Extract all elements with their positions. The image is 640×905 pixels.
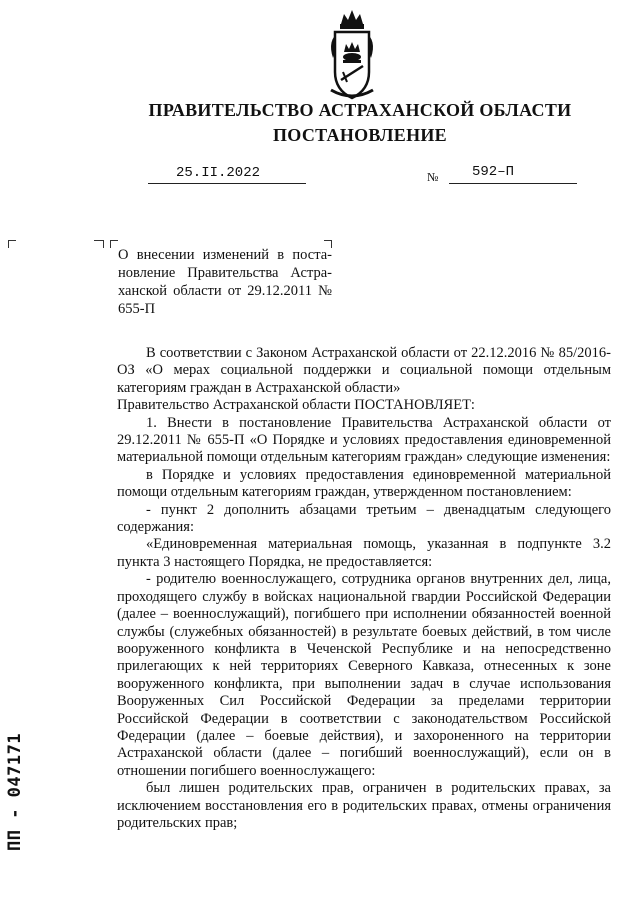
body-paragraph: - родителю военнослужащего, сотрудника органов внутренних дел, лица, проходящего службу в войсках национальной гвардии Российской Федерации (далее – военнослужащий), погибшего при исполнении обязанностей военной службы (служебных обязанностей) в результате боевых действий, в том числе вооруженного конфликта в Чеченской Республике и на непосредственно прилегающих к ней территориях Северного Кавказа, отнесенных к зоне вооруженного конфликта, при выполнении задач в случае использования Вооруженных Сил Российской Федерации за пределами территории Российской Федерации в соответствии с законодательством Российской Федерации (далее – боевые действия), и захороненного на территории Астраханской области (далее – погибший военнослужащий), если он в отношении погибшего военнослужащего: <box>117 571 611 779</box>
coat-of-arms-icon <box>323 10 381 100</box>
registration-stamp: ПП - 047171 <box>5 732 25 851</box>
subject-text: О внесении изменений в поста-новление Правительства Астра-ханской области от 29.12.2011 № 655-П <box>118 247 332 317</box>
body-paragraph: - пункт 2 дополнить абзацами третьим – двенадцатым следующего содержания: <box>117 501 611 536</box>
document-number: 592–П <box>472 164 515 180</box>
document-subject <box>118 246 332 318</box>
body-paragraph: «Единовременная материальная помощь, указанная в подпункте 3.2 пункта 3 настоящего Порядка, не предоставляется: <box>117 536 611 570</box>
document-type: ПОСТАНОВЛЕНИЕ <box>273 125 447 145</box>
corner-mark <box>8 240 16 248</box>
number-sign: № <box>427 170 439 184</box>
corner-mark <box>94 240 104 248</box>
body-paragraph: В соответствии с Законом Астраханской области от 22.12.2016 № 85/2016-ОЗ «О мерах социальной поддержки и социальной помощи отдельным категориям граждан в Астраханской области» <box>117 345 611 396</box>
document-date: 25.II.2022 <box>176 165 261 181</box>
number-underline <box>449 183 577 184</box>
corner-mark <box>110 240 118 248</box>
body-paragraph: 1. Внести в постановление Правительства Астраханской области от 29.12.2011 № 655-П «О Порядке и условиях предоставления единовременной материальной помощи отдельным категориям граждан» следующие изменения: <box>117 414 611 466</box>
government-title: ПРАВИТЕЛЬСТВО АСТРАХАНСКОЙ ОБЛАСТИ <box>148 100 572 120</box>
body-paragraph: в Порядке и условиях предоставления единовременной материальной помощи отдельным категориям граждан, утвержденном постановлением: <box>117 466 611 501</box>
date-underline <box>148 183 306 184</box>
document-body <box>117 345 611 832</box>
body-paragraph: был лишен родительских прав, ограничен в родительских правах, за исключением восстановления его в родительских правах, отмены ограничения родительских прав; <box>117 780 611 831</box>
body-paragraph: Правительство Астраханской области ПОСТАНОВЛЯЕТ: <box>117 397 475 414</box>
